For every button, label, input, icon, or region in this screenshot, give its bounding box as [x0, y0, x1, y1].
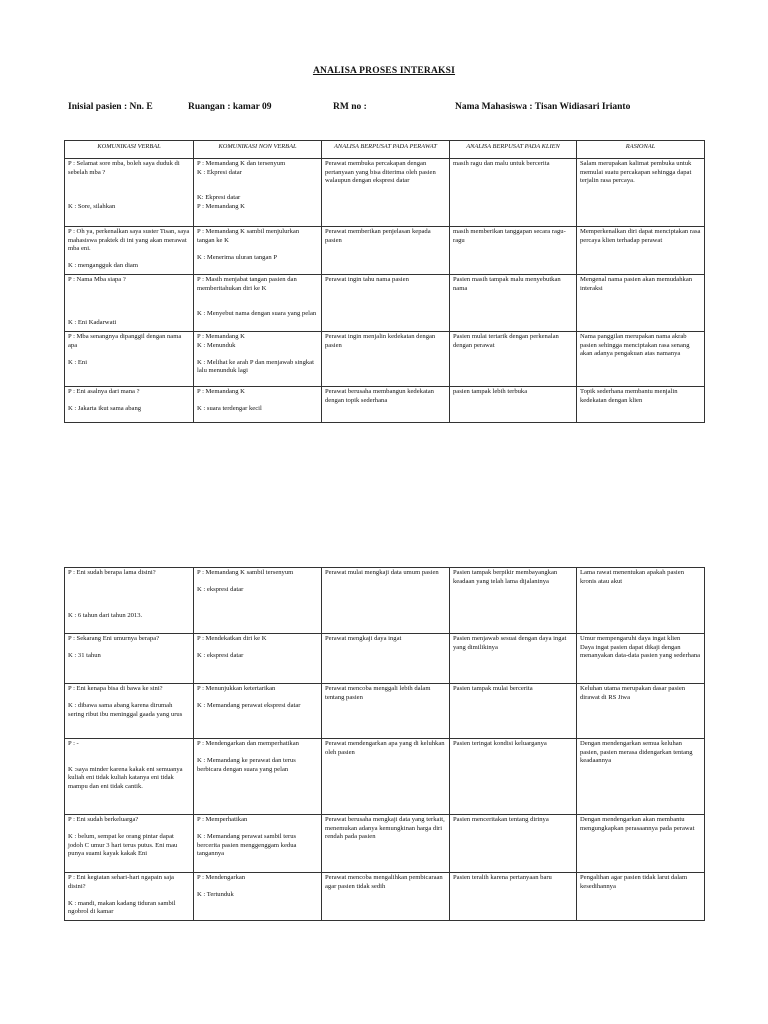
nonverbal-cell: P : Mendengarkan K : Tertunduk: [194, 873, 322, 921]
header-verbal: KOMUNIKASI VERBAL: [65, 141, 194, 159]
client-analysis-cell: pasien tampak lebih terbuka: [450, 387, 577, 423]
rational-cell: Memperkenalkan diri dapat menciptakan rasa percaya klien terhadap perawat: [577, 227, 705, 275]
nurse-analysis-cell: Perawat ingin menjalin kedekatan dengan pasien: [322, 332, 450, 387]
table-row: [65, 873, 705, 921]
student-name: Nama Mahasiswa : Tisan Widiasari Irianto: [455, 102, 631, 112]
client-analysis-cell: Pasien menceritakan tentang dirinya: [450, 815, 577, 873]
rational-cell: Dengan mendengarkan semua keluhan pasien, pasien merasa didengarkan tentang keadaannya: [577, 739, 705, 815]
verbal-cell: P : Oh ya, perkenalkan saya suster Tisan, saya mahasiswa praktek di ini yang akan merawat mba eni. K : mengangguk dan diam: [65, 227, 194, 275]
header-client-analysis: ANALISA BERPUSAT PADA KLIEN: [450, 141, 577, 159]
client-analysis-cell: Pasien tampak mulai bercerita: [450, 684, 577, 739]
client-analysis-cell: masih ragu dan malu untuk bercerita: [450, 159, 577, 227]
verbal-cell: P : Eni sudah berkeluarga? K : belum, sempat ke orang pintar dapat jodoh C umur 3 hari terus putus. Eni mau punya suami kayak kakak Eni: [65, 815, 194, 873]
rational-cell: Dengan mendengarkan akan membantu mengungkapkan perasaannya pada perawat: [577, 815, 705, 873]
nonverbal-cell: P : Memandang K K : Menunduk K : Melihat ke arah P dan menjawab singkat lalu menunduk lagi: [194, 332, 322, 387]
verbal-cell: P : - K :saya minder karena kakak eni semuanya kuliah eni tidak kuliah katanya eni tidak mampu dan eni tidak cantik.: [65, 739, 194, 815]
verbal-cell: P : Selamat sore mba, boleh saya duduk di sebelah mba ? K : Sore, silahkan: [65, 159, 194, 227]
client-analysis-cell: Pasien mulai tertarik dengan perkenalan dengan perawat: [450, 332, 577, 387]
verbal-cell: P : Mba senangnya dipanggil dengan nama apa K : Eni: [65, 332, 194, 387]
rational-cell: Keluhan utama merupakan dasar pasien dirawat di RS Jiwa: [577, 684, 705, 739]
verbal-cell: P : Eni kenapa bisa di bawa ke sini? K : dibawa sama abang karena dirumah sering ribut ibu meninggal gaada yang urus: [65, 684, 194, 739]
rational-cell: Nama panggilan merupakan nama akrab pasien sehingga menciptakan rasa senang akan adanya pengakuan atas namanya: [577, 332, 705, 387]
nurse-analysis-cell: Perawat memberikan penjelasan kepada pasien: [322, 227, 450, 275]
nurse-analysis-cell: Perawat berusaha membangun kedekatan dengan topik sederhana: [322, 387, 450, 423]
header-rational: RASIONAL: [577, 141, 705, 159]
nonverbal-cell: P : Menunjukkan ketertarikan K : Memandang perawat ekspresi datar: [194, 684, 322, 739]
table-row: [65, 275, 705, 332]
interaction-table-part-2: [64, 567, 705, 921]
nonverbal-cell: P : Memandang K sambil menjulurkan tangan ke K K : Menerima uluran tangan P: [194, 227, 322, 275]
table-row: [65, 159, 705, 227]
table-row: [65, 634, 705, 684]
table-row: [65, 568, 705, 634]
nurse-analysis-cell: Perawat berusaha mengkaji data yang terkait, menemukan adanya kemungkinan harga diri rendah pada pasien: [322, 815, 450, 873]
rational-cell: Topik sederhana membantu menjalin kedekatan dengan klien: [577, 387, 705, 423]
rm-number-label: RM no :: [333, 102, 367, 112]
verbal-cell: P : Sekarang Eni umurnya berapa? K : 31 tahun: [65, 634, 194, 684]
nurse-analysis-cell: Perawat mendengarkan apa yang di keluhkan oleh pasien: [322, 739, 450, 815]
verbal-cell: P : Eni asalnya dari mana ? K : Jakarta ikut sama abang: [65, 387, 194, 423]
nurse-analysis-cell: Perawat mencoba menggali lebih dalam tentang pasien: [322, 684, 450, 739]
rational-cell: Mengenal nama pasien akan memudahkan interaksi: [577, 275, 705, 332]
table-row: [65, 332, 705, 387]
verbal-cell: P : Eni kegiatan sehari-hari ngapain saja disini? K : mandi, makan kadang tiduran sambil ngobrol di kamar: [65, 873, 194, 921]
table-row: [65, 227, 705, 275]
nurse-analysis-cell: Perawat ingin tahu nama pasien: [322, 275, 450, 332]
nonverbal-cell: P : Masih menjabat tangan pasien dan memberitahukan diri ke K K : Menyebut nama dengan suara yang pelan: [194, 275, 322, 332]
rational-cell: Pengalihan agar pasien tidak larut dalam kesedihannya: [577, 873, 705, 921]
table-row: [65, 739, 705, 815]
nonverbal-cell: P : Mendengarkan dan memperhatikan K : Memandang ke perawat dan terus berbicara dengan suara yang pelan: [194, 739, 322, 815]
nonverbal-cell: P : Memandang K sambil tersenyum K : ekspresi datar: [194, 568, 322, 634]
document-title: ANALISA PROSES INTERAKSI: [312, 66, 456, 76]
table-row: [65, 387, 705, 423]
header-nonverbal: KOMUNIKASI NON VERBAL: [194, 141, 322, 159]
patient-initials: Inisial pasien : Nn. E: [68, 102, 153, 112]
nurse-analysis-cell: Perawat membuka percakapan dengan pertanyaan yang bisa diterima oleh pasien walaupun dengan ekspresi datar: [322, 159, 450, 227]
nurse-analysis-cell: Perawat mencoba mengalihkan pembicaraan agar pasien tidak sedih: [322, 873, 450, 921]
interaction-table-part-1: [64, 140, 705, 423]
client-analysis-cell: Pasien teringat kondisi keluarganya: [450, 739, 577, 815]
client-analysis-cell: Pasien masih tampak malu menyebutkan nama: [450, 275, 577, 332]
nonverbal-cell: P : Mendekatkan diri ke K K : ekspresi datar: [194, 634, 322, 684]
nonverbal-cell: P : Memandang K dan tersenyum K : Ekpresi datar K: Ekpresi datar P : Memandang K: [194, 159, 322, 227]
nonverbal-cell: P : Memandang K K : suara terdengar kecil: [194, 387, 322, 423]
verbal-cell: P : Eni sudah berapa lama disini? K : 6 tahun dari tahun 2013.: [65, 568, 194, 634]
header-nurse-analysis: ANALISA BERPUSAT PADA PERAWAT: [322, 141, 450, 159]
verbal-cell: P : Nama Mba siapa ? K : Eni Kadarwati: [65, 275, 194, 332]
table-row: [65, 815, 705, 873]
client-analysis-cell: Pasien tampak berpikir membayangkan keadaan yang telah lama dijalaninya: [450, 568, 577, 634]
nurse-analysis-cell: Perawat mulai mengkaji data umum pasien: [322, 568, 450, 634]
nurse-analysis-cell: Perawat mengkaji daya ingat: [322, 634, 450, 684]
nonverbal-cell: P : Memperhatikan K : Memandang perawat sambil terus bercerita pasien menggenggam kedua tangannya: [194, 815, 322, 873]
client-analysis-cell: Pasien menjawab sesuai dengan daya ingat yang dimilikinya: [450, 634, 577, 684]
rational-cell: Salam merupakan kalimat pembuka untuk memulai suatu percakapan sehingga dapat terjalin rasa percaya.: [577, 159, 705, 227]
client-analysis-cell: masih memberikan tanggapan secara ragu-ragu: [450, 227, 577, 275]
table-row: [65, 684, 705, 739]
table-header-row: [65, 141, 705, 159]
rational-cell: Lama rawat menentukan apakah pasien kronis atau akut: [577, 568, 705, 634]
room-label: Ruangan : kamar 09: [188, 102, 272, 112]
client-analysis-cell: Pasien teralih karena pertanyaan baru: [450, 873, 577, 921]
rational-cell: Umur mempengaruhi daya ingat klien Daya ingat pasien dapat dikaji dengan menanyakan data-data pasien yang sederhana: [577, 634, 705, 684]
